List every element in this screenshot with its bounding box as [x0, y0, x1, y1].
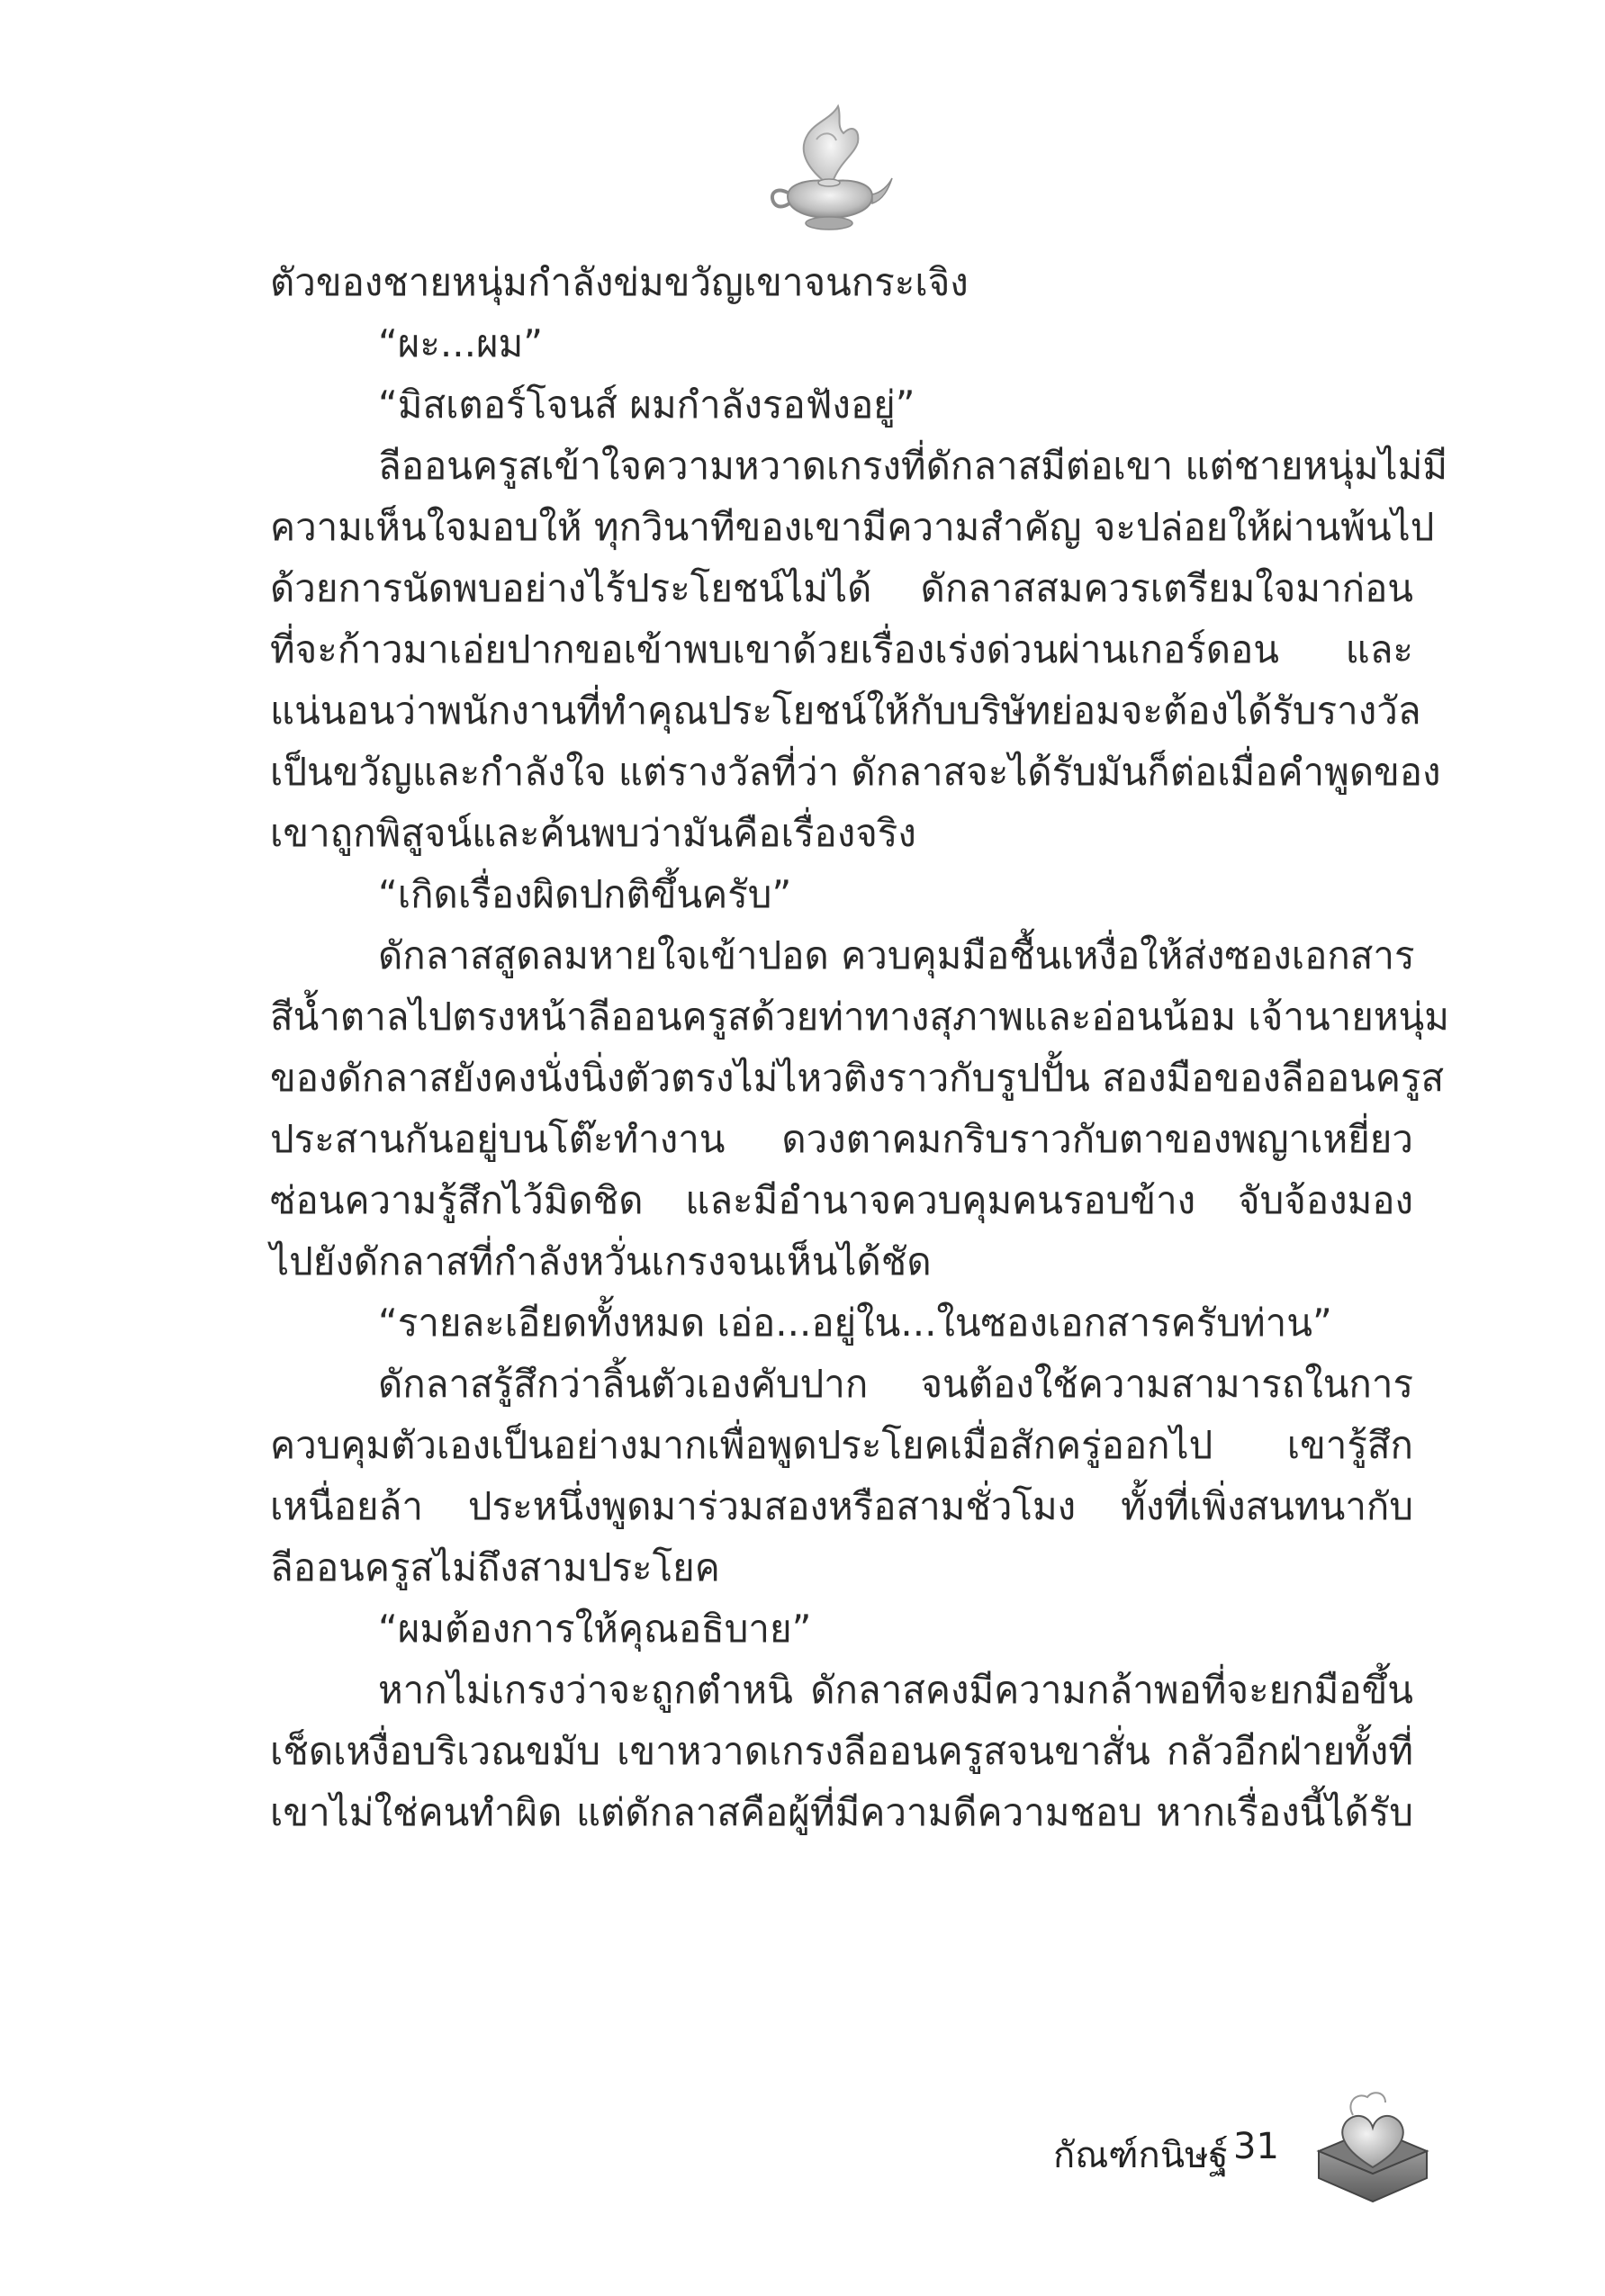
heart-box-icon: [1310, 2088, 1436, 2205]
page-footer: [0, 2088, 1605, 2214]
text-line: เหนื่อยล้า ประหนึ่งพูดมาร่วมสองหรือสามชั่วโมง ทั้งที่เพิ่งสนทนากับ: [270, 1484, 1413, 1528]
text-line: ลีออนครูสเข้าใจความหวาดเกรงที่ดักลาสมีต่อเขา แต่ชายหนุ่มไม่มี: [378, 444, 1448, 488]
text-line: สีน้ำตาลไปตรงหน้าลีออนครูสด้วยท่าทางสุภาพและอ่อนน้อม เจ้านายหนุ่ม: [270, 995, 1449, 1039]
text-line: “รายละเอียดทั้งหมด เอ่อ...อยู่ใน...ในซองเอกสารครับท่าน”: [378, 1301, 1332, 1345]
text-line: เป็นขวัญและกำลังใจ แต่รางวัลที่ว่า ดักลาสจะได้รับมันก็ต่อเมื่อคำพูดของ: [270, 750, 1441, 794]
text-line: ของดักลาสยังคงนั่งนิ่งตัวตรงไม่ไหวติงราวกับรูปปั้น สองมือของลีออนครูส: [270, 1056, 1445, 1100]
genie-lamp-icon: [761, 99, 896, 239]
text-line: ซ่อนความรู้สึกไว้มิดชิด และมีอำนาจควบคุมคนรอบข้าง จับจ้องมอง: [270, 1178, 1413, 1222]
text-line: ลีออนครูสไม่ถึงสามประโยค: [270, 1545, 720, 1589]
text-line: เช็ดเหงื่อบริเวณขมับ เขาหวาดเกรงลีออนครูสจนขาสั่น กลัวอีกฝ่ายทั้งที่: [270, 1729, 1413, 1773]
text-line: ตัวของชายหนุ่มกำลังข่มขวัญเขาจนกระเจิง: [270, 260, 969, 304]
text-line: หากไม่เกรงว่าจะถูกตำหนิ ดักลาสคงมีความกล้าพอที่จะยกมือขึ้น: [378, 1668, 1413, 1712]
book-title: กัณฑ์กนิษฐ์: [1053, 2135, 1229, 2176]
text-line: ไปยังดักลาสที่กำลังหวั่นเกรงจนเห็นได้ชัด: [270, 1239, 932, 1283]
text-line: ที่จะก้าวมาเอ่ยปากขอเข้าพบเขาด้วยเรื่องเร่งด่วนผ่านเกอร์ดอน และ: [270, 627, 1413, 671]
body-text: [270, 252, 1449, 1843]
text-line: ดักลาสสูดลมหายใจเข้าปอด ควบคุมมือชื้นเหงื่อให้ส่งซองเอกสาร: [378, 933, 1415, 977]
text-line: แน่นอนว่าพนักงานที่ทำคุณประโยชน์ให้กับบริษัทย่อมจะต้องได้รับรางวัล: [270, 689, 1421, 733]
text-line: เขาถูกพิสูจน์และค้นพบว่ามันคือเรื่องจริง: [270, 811, 916, 855]
text-line: “ผะ...ผม”: [378, 321, 544, 365]
text-line: ดักลาสรู้สึกว่าลิ้นตัวเองคับปาก จนต้องใช้ความสามารถในการ: [378, 1362, 1413, 1406]
text-line: “มิสเตอร์โจนส์ ผมกำลังรอฟังอยู่”: [378, 383, 915, 427]
text-line: เขาไม่ใช่คนทำผิด แต่ดักลาสคือผู้ที่มีความดีความชอบ หากเรื่องนี้ได้รับ: [270, 1790, 1413, 1834]
text-line: ความเห็นใจมอบให้ ทุกวินาทีของเขามีความสำคัญ จะปล่อยให้ผ่านพ้นไป: [270, 505, 1435, 549]
text-line: “เกิดเรื่องผิดปกติขึ้นครับ”: [378, 872, 792, 916]
text-line: ด้วยการนัดพบอย่างไร้ประโยชน์ไม่ได้ ดักลาสสมควรเตรียมใจมาก่อน: [270, 566, 1413, 610]
text-line: “ผมต้องการให้คุณอธิบาย”: [378, 1607, 812, 1651]
text-line: ประสานกันอยู่บนโต๊ะทำงาน ดวงตาคมกริบราวกับตาของพญาเหยี่ยว: [270, 1117, 1413, 1161]
text-line: ควบคุมตัวเองเป็นอย่างมากเพื่อพูดประโยคเมื่อสักครู่ออกไป เขารู้สึก: [270, 1423, 1413, 1467]
page-number: 31: [1233, 2126, 1279, 2167]
